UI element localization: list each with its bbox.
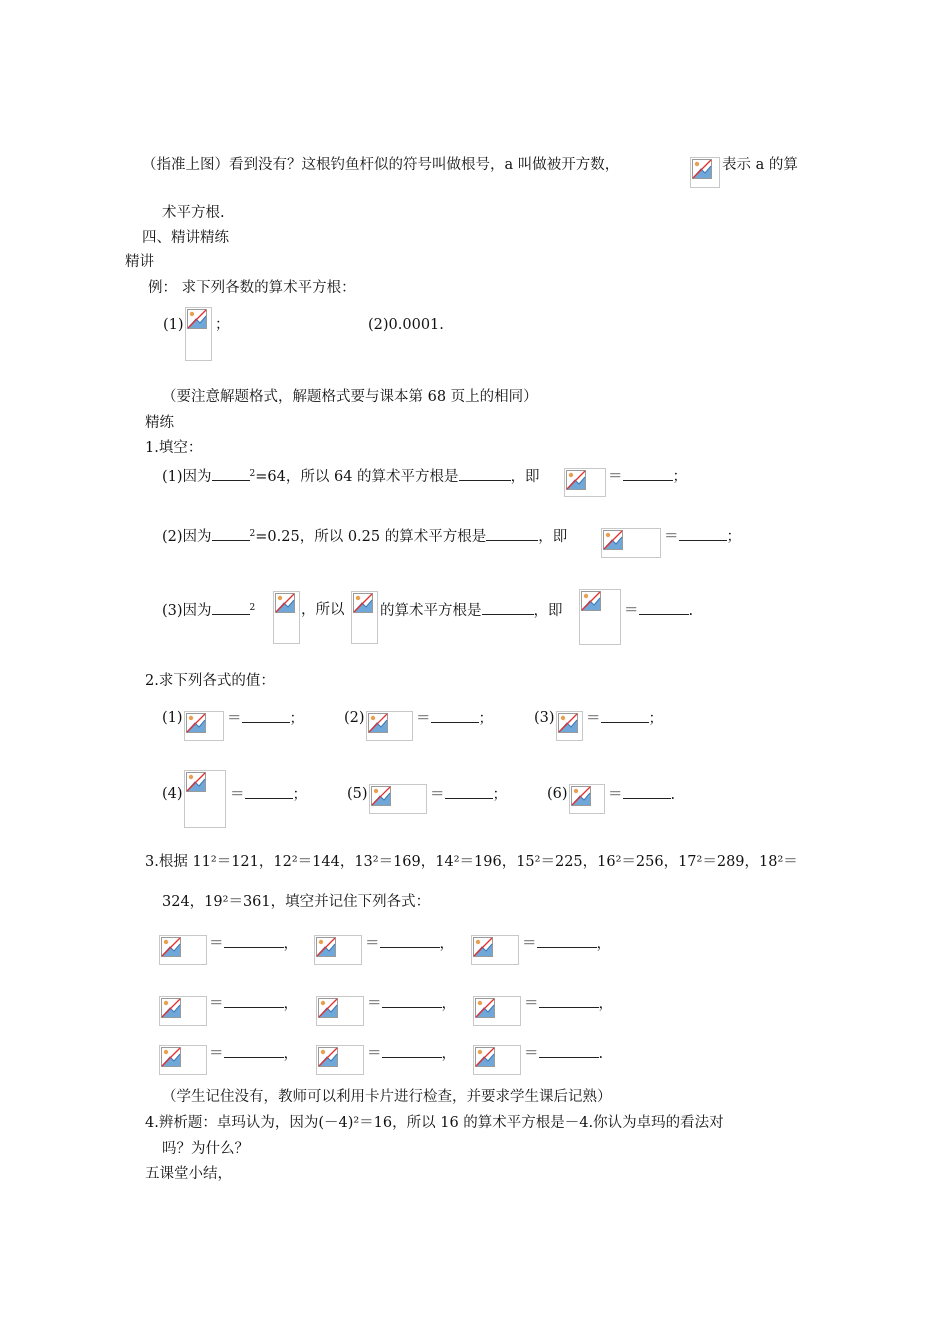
q3-r2c3-image: [473, 996, 521, 1026]
intro-text-b: 表示 a 的算: [722, 157, 798, 173]
q3-r3c3-ans: [524, 1044, 603, 1063]
q2-i3-image: [556, 711, 583, 741]
equals: ＝: [209, 996, 224, 1012]
q2-title: 2.求下列各式的值：: [145, 673, 275, 689]
q2-i3-ans: [586, 709, 663, 728]
image-placeholder-icon: [571, 786, 591, 806]
image-placeholder-icon: [316, 937, 336, 957]
comma: ，: [439, 936, 454, 952]
comma: ，: [283, 996, 298, 1012]
q3-r1c2-ans: [365, 934, 454, 953]
semicolon: ；: [478, 711, 493, 727]
equals: ＝: [524, 1046, 539, 1062]
blank: [482, 601, 534, 615]
semicolon: ；: [492, 787, 507, 803]
q1-l2-d: ＝: [664, 529, 679, 545]
q1-title: 1.填空：: [145, 440, 203, 456]
jinglian-label: 精练: [145, 415, 174, 431]
q1-l1-d: ＝: [608, 469, 623, 485]
equals: ＝: [522, 936, 537, 952]
image-placeholder-icon: [353, 593, 373, 613]
q3-line2: 324，19²＝361，填空并记住下列各式：: [162, 894, 431, 910]
blank: [639, 601, 689, 615]
blank: [431, 709, 479, 723]
format-note: （要注意解题格式，解题格式要与课本第 68 页上的相同）: [162, 389, 538, 405]
image-placeholder-icon: [368, 713, 388, 733]
q2-i4-ans: [230, 785, 307, 804]
q3-r2c1-image: [159, 996, 207, 1026]
blank: [242, 709, 290, 723]
comma: ，: [283, 936, 298, 952]
intro-line1: [142, 156, 619, 174]
q1-l2-e: ；: [726, 529, 741, 545]
section-4-title: 四、精讲精练: [142, 230, 229, 246]
image-placeholder-icon: [318, 998, 338, 1018]
image-placeholder-icon: [161, 1047, 181, 1067]
example-item1-label: (1): [163, 317, 184, 333]
image-placeholder-icon: [371, 786, 391, 806]
equals: ＝: [430, 787, 445, 803]
q2-i2-ans: [416, 709, 493, 728]
q3-r1c2-image: [314, 935, 362, 965]
blank: [224, 934, 284, 948]
q3-r2c2-ans: [367, 994, 456, 1013]
blank: [459, 467, 511, 481]
blank: [679, 527, 727, 541]
q1-l3-b: ，所以: [301, 602, 345, 618]
q2-i5-ans: [430, 785, 507, 804]
comma: ，: [441, 996, 456, 1012]
q1-l1-e: ；: [672, 469, 687, 485]
comma: ，: [598, 996, 613, 1012]
comma: ，: [283, 1046, 298, 1062]
blank: [224, 1044, 284, 1058]
equals: ＝: [209, 1046, 224, 1062]
image-placeholder-icon: [161, 998, 181, 1018]
q1-l2-b: =0.25，所以 0.25 的算术平方根是: [255, 529, 487, 545]
q3-r3c2-image: [316, 1045, 364, 1075]
q1-l3-a: (3)因为: [162, 603, 212, 619]
image-placeholder-icon: [475, 998, 495, 1018]
q2-i6: (6): [547, 786, 568, 802]
image-placeholder-icon: [186, 713, 206, 733]
image-placeholder-icon: [186, 772, 206, 792]
equals: ＝: [416, 711, 431, 727]
image-placeholder-icon: [558, 713, 578, 733]
q1-l2-c: ，即: [538, 529, 568, 545]
recall-note: （学生记住没有，教师可以利用卡片进行检查，并要求学生课后记熟）: [162, 1089, 612, 1105]
q1-l3-image3: [579, 589, 621, 645]
blank: [380, 934, 440, 948]
blank: [212, 527, 250, 541]
blank: [245, 785, 293, 799]
intro-line2: 术平方根.: [162, 205, 225, 221]
q1-l3-d: ，即: [533, 603, 563, 619]
blank: [601, 709, 649, 723]
q2-i4-image: [184, 770, 226, 828]
q3-line1: 3.根据 11²＝121，12²＝144，13²＝169，14²＝196，15²＝225，16²＝256，17²＝289，18²＝: [145, 854, 798, 870]
superscript-2: 2: [249, 469, 256, 479]
q1-line1: [162, 467, 540, 486]
blank: [212, 467, 250, 481]
comma: ，: [441, 1046, 456, 1062]
q1-line2: [162, 527, 567, 546]
comma: ，: [596, 936, 611, 952]
q3-r2c2-image: [316, 996, 364, 1026]
equals: ＝: [365, 936, 380, 952]
q1-line3-end: [624, 601, 693, 620]
equals: ＝: [608, 787, 623, 803]
q1-l3-image2: [351, 591, 378, 644]
q3-r1c1-image: [159, 935, 207, 965]
image-placeholder-icon: [161, 937, 181, 957]
blank: [623, 785, 671, 799]
q1-l1-b: =64，所以 64 的算术平方根是: [255, 469, 459, 485]
image-placeholder-icon: [566, 470, 586, 490]
jingjiang-label: 精讲: [125, 254, 154, 270]
image-placeholder-icon: [473, 937, 493, 957]
q2-i6-ans: [608, 785, 675, 804]
intro-text-a: （指准上图）看到没有？这根钓鱼杆似的符号叫做根号，a 叫做被开方数，: [142, 157, 620, 173]
section-5-title: 五课堂小结，: [145, 1166, 232, 1182]
example-item2: (2)0.0001.: [368, 317, 444, 333]
period: .: [598, 1046, 604, 1062]
image-placeholder-icon: [318, 1047, 338, 1067]
example-label: 例： 求下列各数的算术平方根：: [148, 280, 356, 296]
q3-r3c3-image: [473, 1045, 521, 1075]
example-item1-image: [185, 307, 212, 361]
sqrt-a-image: [690, 157, 720, 188]
blank: [212, 601, 250, 615]
q2-i1-image: [184, 711, 224, 741]
equals: ＝: [227, 711, 242, 727]
image-placeholder-icon: [275, 593, 295, 613]
q2-i4: (4): [162, 786, 183, 802]
q3-r2c3-ans: [524, 994, 613, 1013]
equals: ＝: [524, 996, 539, 1012]
q1-l2-image: [601, 528, 661, 558]
q2-i5-image: [369, 784, 427, 814]
q1-l3-e: ＝: [624, 603, 639, 619]
equals: ＝: [230, 787, 245, 803]
q1-l3-c: 的算术平方根是: [380, 603, 482, 619]
image-placeholder-icon: [603, 530, 623, 550]
q2-i1-ans: [227, 709, 304, 728]
image-placeholder-icon: [187, 309, 207, 329]
q1-line2-end: [664, 527, 741, 546]
q1-l1-a: (1)因为: [162, 469, 212, 485]
q3-r1c1-ans: [209, 934, 298, 953]
q4-line2: 吗？为什么？: [162, 1141, 249, 1157]
q4-line1: 4.辨析题：卓玛认为，因为(－4)²＝16，所以 16 的算术平方根是－4.你认为卓玛的看法对: [145, 1115, 724, 1131]
example-item1-end: ；: [215, 317, 230, 333]
q1-l1-c: ，即: [510, 469, 540, 485]
blank: [539, 994, 599, 1008]
blank: [445, 785, 493, 799]
q3-r1c3-image: [471, 935, 519, 965]
q2-i2: (2): [344, 710, 365, 726]
image-placeholder-icon: [692, 159, 712, 179]
equals: ＝: [367, 1046, 382, 1062]
blank: [537, 934, 597, 948]
blank: [486, 527, 538, 541]
q1-l1-image: [564, 468, 606, 497]
q1-l2-a: (2)因为: [162, 529, 212, 545]
blank: [224, 994, 284, 1008]
image-placeholder-icon: [475, 1047, 495, 1067]
semicolon: ；: [648, 711, 663, 727]
q1-l3-image1: [273, 591, 300, 644]
blank: [382, 994, 442, 1008]
semicolon: ；: [292, 787, 307, 803]
blank: [382, 1044, 442, 1058]
q3-r3c2-ans: [367, 1044, 456, 1063]
q2-i6-image: [569, 784, 605, 814]
image-placeholder-icon: [581, 591, 601, 611]
q3-r3c1-image: [159, 1045, 207, 1075]
equals: ＝: [367, 996, 382, 1012]
q3-r3c1-ans: [209, 1044, 298, 1063]
q2-i5: (5): [347, 786, 368, 802]
q1-line1-end: [608, 467, 687, 486]
blank: [623, 467, 673, 481]
q2-i3: (3): [534, 710, 555, 726]
period: .: [670, 787, 676, 803]
q3-r1c3-ans: [522, 934, 611, 953]
superscript-2: 2: [249, 603, 256, 613]
equals: ＝: [209, 936, 224, 952]
q1-line3-c: [380, 601, 563, 620]
equals: ＝: [586, 711, 601, 727]
q2-i2-image: [366, 711, 413, 741]
q1-l3-f: .: [688, 603, 694, 619]
semicolon: ；: [289, 711, 304, 727]
q1-line3-a: [162, 601, 255, 620]
blank: [539, 1044, 599, 1058]
q3-r2c1-ans: [209, 994, 298, 1013]
superscript-2: 2: [249, 529, 256, 539]
q2-i1: (1): [162, 710, 183, 726]
